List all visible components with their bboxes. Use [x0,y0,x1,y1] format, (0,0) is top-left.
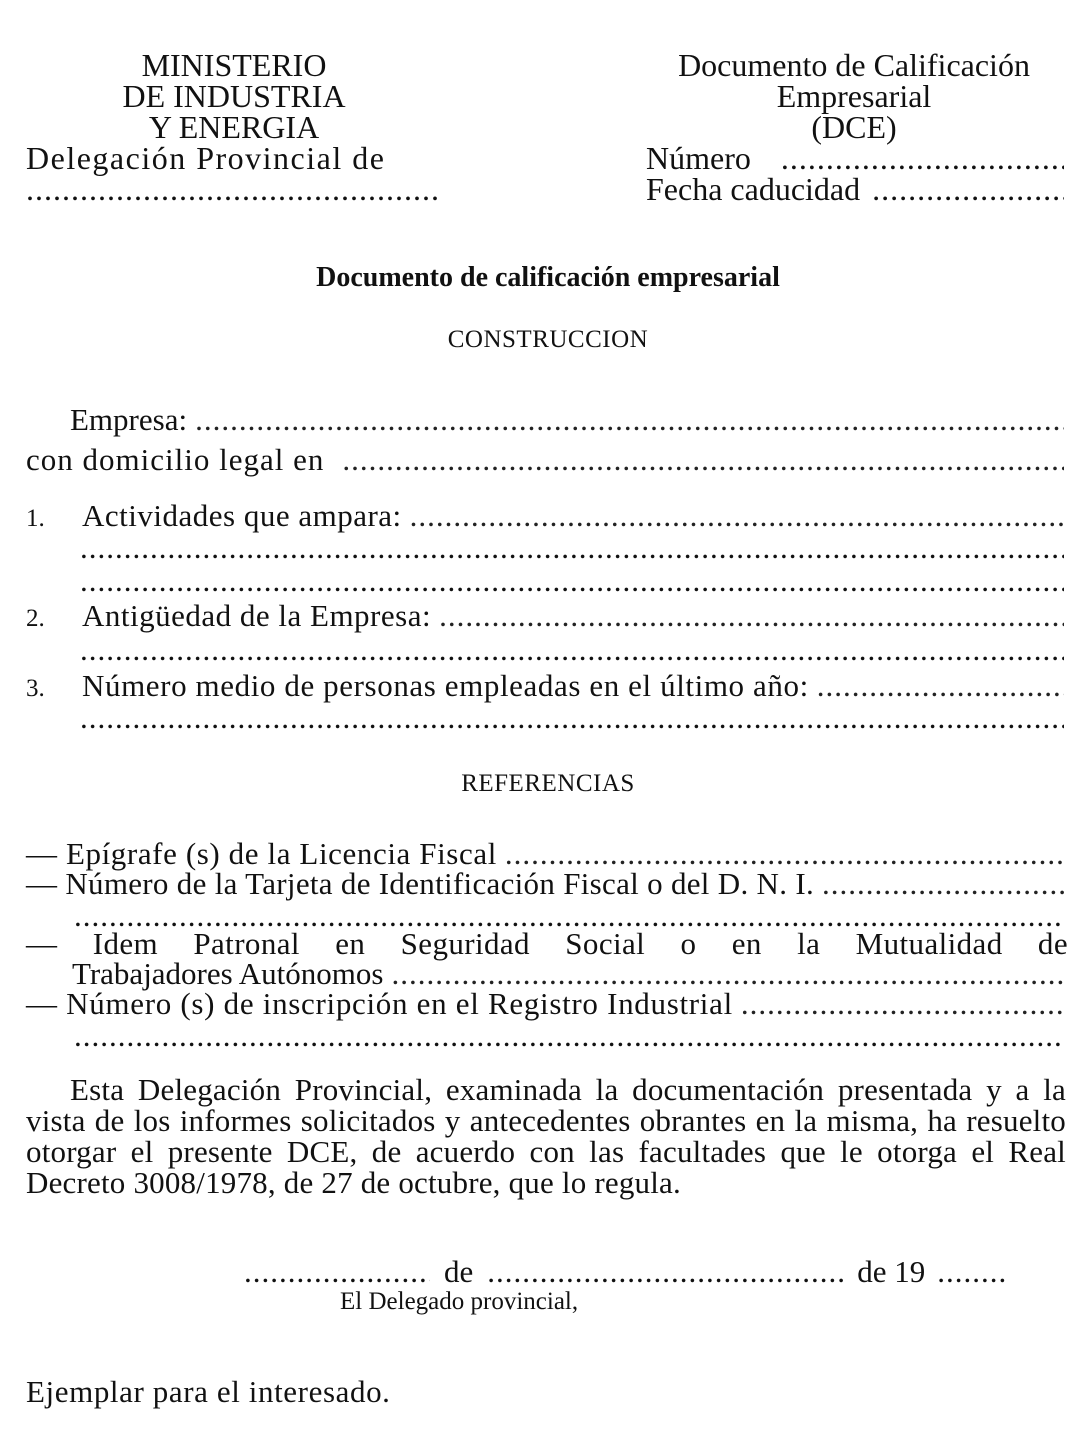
dce-number-label: Número [646,140,751,176]
address-label: con domicilio legal en [26,442,325,477]
resolution-paragraph: Esta Delegación Provincial, examinada la documentación presentada y a la vista de los informes solicitados y antecedentes obrantes en la misma, ha resuelto otorgar el presente DCE, de acuerdo con las facultades que le otorga el Real Decreto 3008/1978, de 27 de octubre, que lo regula. [26,1072,1066,1200]
date-de-1: de [444,1254,474,1289]
item-number: 2. [26,605,45,632]
company-label: Empresa: [70,402,188,437]
item-seniority-row [26,598,1064,634]
date-month-dots [487,1254,843,1290]
dce-expiry-label: Fecha caducidad [646,171,861,207]
reference-dots [822,866,1064,902]
reference-label: — Número (s) de inscripción en el Registro Industrial [26,986,733,1021]
dce-expiry-dots [872,174,1064,205]
ministry-line-2: DE INDUSTRIA [122,78,346,114]
dce-number-dots [781,143,1064,174]
dce-expiry-row [646,171,1064,207]
document-title: Documento de calificación empresarial [316,262,780,293]
reference-dots [741,986,1064,1022]
delegation-dots [26,174,442,210]
item-dots [817,668,1064,704]
dce-title-line-3: (DCE) [811,109,897,145]
date-year-dots [937,1254,1005,1290]
item-dots [410,498,1064,534]
dce-number-row [646,140,1064,176]
company-dots [195,402,1064,438]
date-de-19: de 19 [857,1254,926,1289]
item-label: Antigüedad de la Empresa: [82,598,432,633]
item-label: Número medio de personas empleadas en el último año: [82,668,809,703]
reference-label: — Epígrafe (s) de la Licencia Fiscal [26,836,497,871]
reference-registry-row [26,986,1064,1022]
item-label: Actividades que ampara: [82,498,402,533]
dce-title-line-2: Empresarial [776,78,932,114]
item-number: 1. [26,505,45,532]
copy-note: Ejemplar para el interesado. [26,1374,391,1409]
address-row [26,442,1064,478]
item-dots [439,598,1064,634]
address-dots [342,442,1064,478]
section-construction: CONSTRUCCION [447,326,649,353]
ministry-line-1: MINISTERIO [141,47,327,83]
reference-employer-line-1: — Idem Patronal en Seguridad Social o en la Mutualidad de [26,926,1068,961]
item-employees-row [26,668,1064,704]
activities-dots-line-3 [80,563,1064,599]
company-row [26,402,1064,438]
item-number: 3. [26,675,45,702]
registry-dots-line-2 [74,1018,1064,1054]
section-references: REFERENCIAS [461,770,635,797]
signature-label: El Delegado provincial, [340,1288,579,1315]
reference-label: — Número de la Tarjeta de Identificación Fiscal o del D. N. I. [26,866,815,901]
seniority-dots-line-2 [80,632,1064,668]
date-day-dots [244,1254,430,1290]
reference-label: Trabajadores Autónomos [72,956,384,991]
date-line [244,1254,1024,1290]
ministry-line-3: Y ENERGIA [148,109,320,145]
delegation-label: Delegación Provincial de [26,140,386,176]
dce-title-line-1: Documento de Calificación [678,47,1030,83]
item-activities-row [26,498,1064,534]
activities-dots-line-2 [80,530,1064,566]
employees-dots-line-2 [80,700,1064,736]
reference-tax-id-row [26,866,1064,902]
